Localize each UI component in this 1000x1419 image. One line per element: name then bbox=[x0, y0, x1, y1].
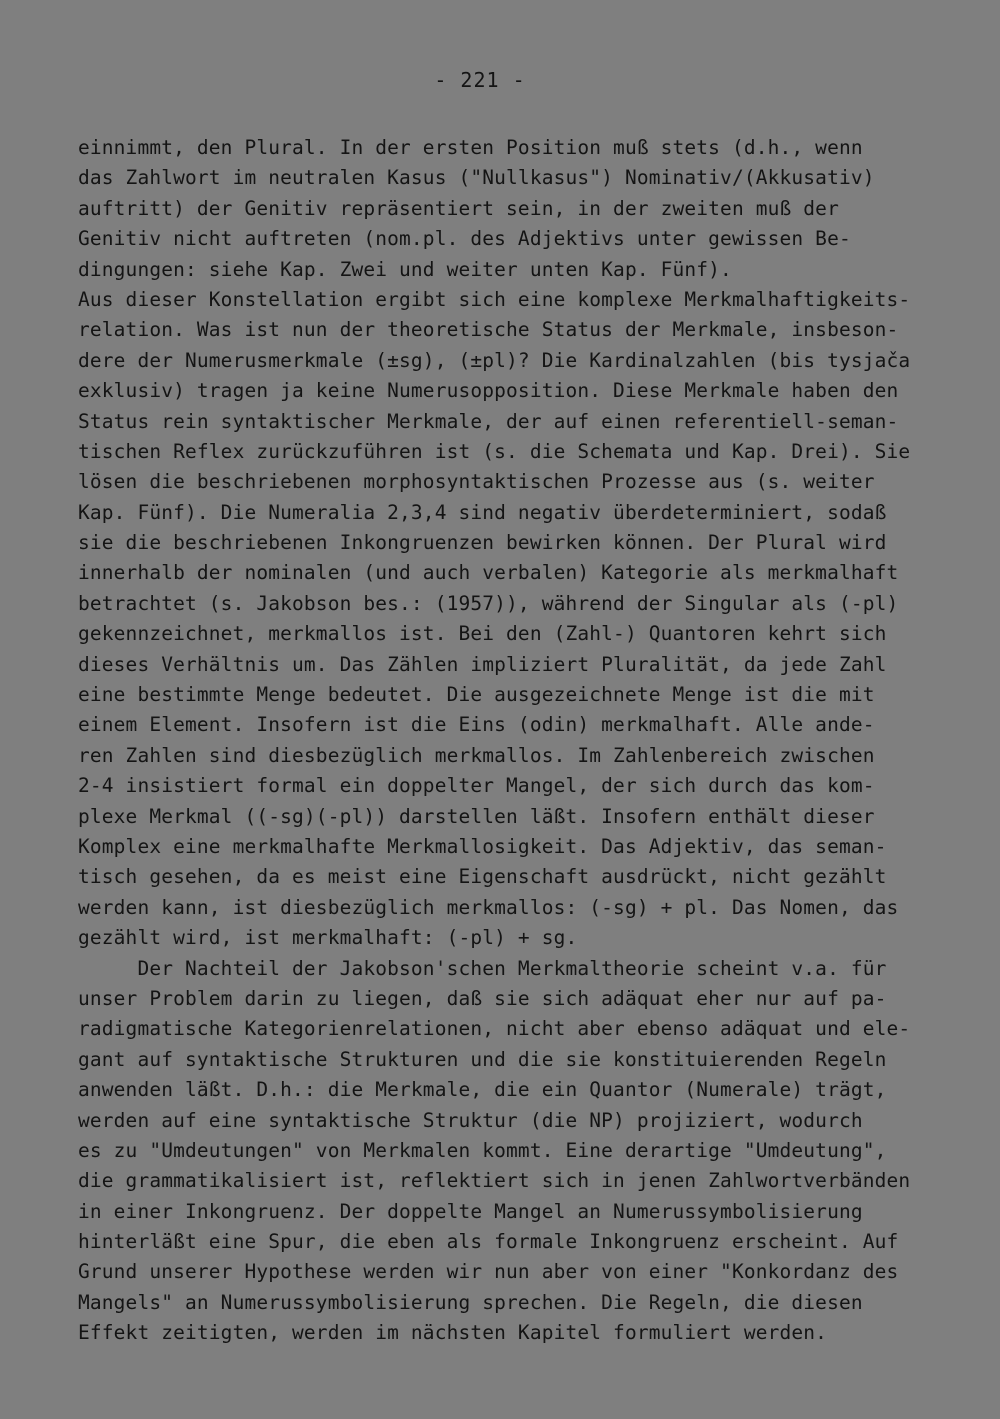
text-line: Status rein syntaktischer Merkmale, der auf einen referentiell-seman- bbox=[78, 409, 899, 433]
text-line: hinterläßt eine Spur, die eben als formale Inkongruenz erscheint. Auf bbox=[78, 1230, 899, 1254]
text-line: lösen die beschriebenen morphosyntaktischen Prozesse aus (s. weiter bbox=[78, 470, 875, 494]
text-line: es zu "Umdeutungen" von Merkmalen kommt. Eine derartige "Umdeutung", bbox=[78, 1138, 887, 1162]
text-line: radigmatische Kategorienrelationen, nicht aber ebenso adäquat und ele- bbox=[78, 1017, 911, 1041]
text-line: das Zahlwort im neutralen Kasus ("Nullkasus") Nominativ/(Akkusativ) bbox=[78, 166, 875, 190]
text-line: Grund unserer Hypothese werden wir nun aber von einer "Konkordanz des bbox=[78, 1260, 899, 1284]
text-line: Genitiv nicht auftreten (nom.pl. des Adjektivs unter gewissen Be- bbox=[78, 227, 851, 251]
text-line: sie die beschriebenen Inkongruenzen bewirken können. Der Plural wird bbox=[78, 531, 887, 555]
text-line: gezählt wird, ist merkmalhaft: (-pl) + sg. bbox=[78, 926, 578, 950]
text-line: Aus dieser Konstellation ergibt sich eine komplexe Merkmalhaftigkeits- bbox=[78, 287, 911, 311]
text-line: ren Zahlen sind diesbezüglich merkmallos. Im Zahlenbereich zwischen bbox=[78, 743, 875, 767]
text-line: Effekt zeitigten, werden im nächsten Kapitel formuliert werden. bbox=[78, 1321, 828, 1345]
text-line: innerhalb der nominalen (und auch verbalen) Kategorie als merkmalhaft bbox=[78, 561, 899, 585]
text-line: die grammatikalisiert ist, reflektiert sich in jenen Zahlwortverbänden bbox=[78, 1169, 911, 1193]
text-line: dingungen: siehe Kap. Zwei und weiter unten Kap. Fünf). bbox=[78, 257, 732, 281]
text-line: tischen Reflex zurückzuführen ist (s. die Schemata und Kap. Drei). Sie bbox=[78, 439, 911, 463]
text-line: dieses Verhältnis um. Das Zählen impliziert Pluralität, da jede Zahl bbox=[78, 652, 887, 676]
text-line: Mangels" an Numerussymbolisierung sprechen. Die Regeln, die diesen bbox=[78, 1290, 863, 1314]
text-line: 2-4 insistiert formal ein doppelter Mangel, der sich durch das kom- bbox=[78, 774, 875, 798]
text-line: gant auf syntaktische Strukturen und die sie konstituierenden Regeln bbox=[78, 1047, 887, 1071]
text-line: Kap. Fünf). Die Numeralia 2,3,4 sind negativ überdeterminiert, sodaß bbox=[78, 500, 887, 524]
text-line: exklusiv) tragen ja keine Numerusopposition. Diese Merkmale haben den bbox=[78, 379, 899, 403]
page-number: - 221 - bbox=[434, 68, 526, 92]
text-line: betrachtet (s. Jakobson bes.: (1957)), während der Singular als (-pl) bbox=[78, 591, 899, 615]
text-line: plexe Merkmal ((-sg)(-pl)) darstellen läßt. Insofern enthält dieser bbox=[78, 804, 875, 828]
text-line: anwenden läßt. D.h.: die Merkmale, die ein Quantor (Numerale) trägt, bbox=[78, 1078, 887, 1102]
text-line: unser Problem darin zu liegen, daß sie sich adäquat eher nur auf pa- bbox=[78, 986, 887, 1010]
text-line: relation. Was ist nun der theoretische Status der Merkmale, insbeson- bbox=[78, 318, 899, 342]
body-text bbox=[78, 133, 958, 1349]
text-line: werden auf eine syntaktische Struktur (die NP) projiziert, wodurch bbox=[78, 1108, 863, 1132]
text-line: Der Nachteil der Jakobson'schen Merkmaltheorie scheint v.a. für bbox=[78, 956, 887, 980]
text-line: auftritt) der Genitiv repräsentiert sein, in der zweiten muß der bbox=[78, 196, 839, 220]
text-line: Komplex eine merkmalhafte Merkmallosigkeit. Das Adjektiv, das seman- bbox=[78, 834, 887, 858]
text-line: einem Element. Insofern ist die Eins (odin) merkmalhaft. Alle ande- bbox=[78, 713, 875, 737]
text-line: dere der Numerusmerkmale (±sg), (±pl)? Die Kardinalzahlen (bis tysjača bbox=[78, 348, 911, 372]
text-line: eine bestimmte Menge bedeutet. Die ausgezeichnete Menge ist die mit bbox=[78, 683, 875, 707]
text-line: tisch gesehen, da es meist eine Eigenschaft ausdrückt, nicht gezählt bbox=[78, 865, 887, 889]
text-line: gekennzeichnet, merkmallos ist. Bei den (Zahl-) Quantoren kehrt sich bbox=[78, 622, 887, 646]
text-line: in einer Inkongruenz. Der doppelte Mangel an Numerussymbolisierung bbox=[78, 1199, 863, 1223]
text-line: werden kann, ist diesbezüglich merkmallos: (-sg) + pl. Das Nomen, das bbox=[78, 895, 899, 919]
text-line: einnimmt, den Plural. In der ersten Position muß stets (d.h., wenn bbox=[78, 136, 863, 159]
